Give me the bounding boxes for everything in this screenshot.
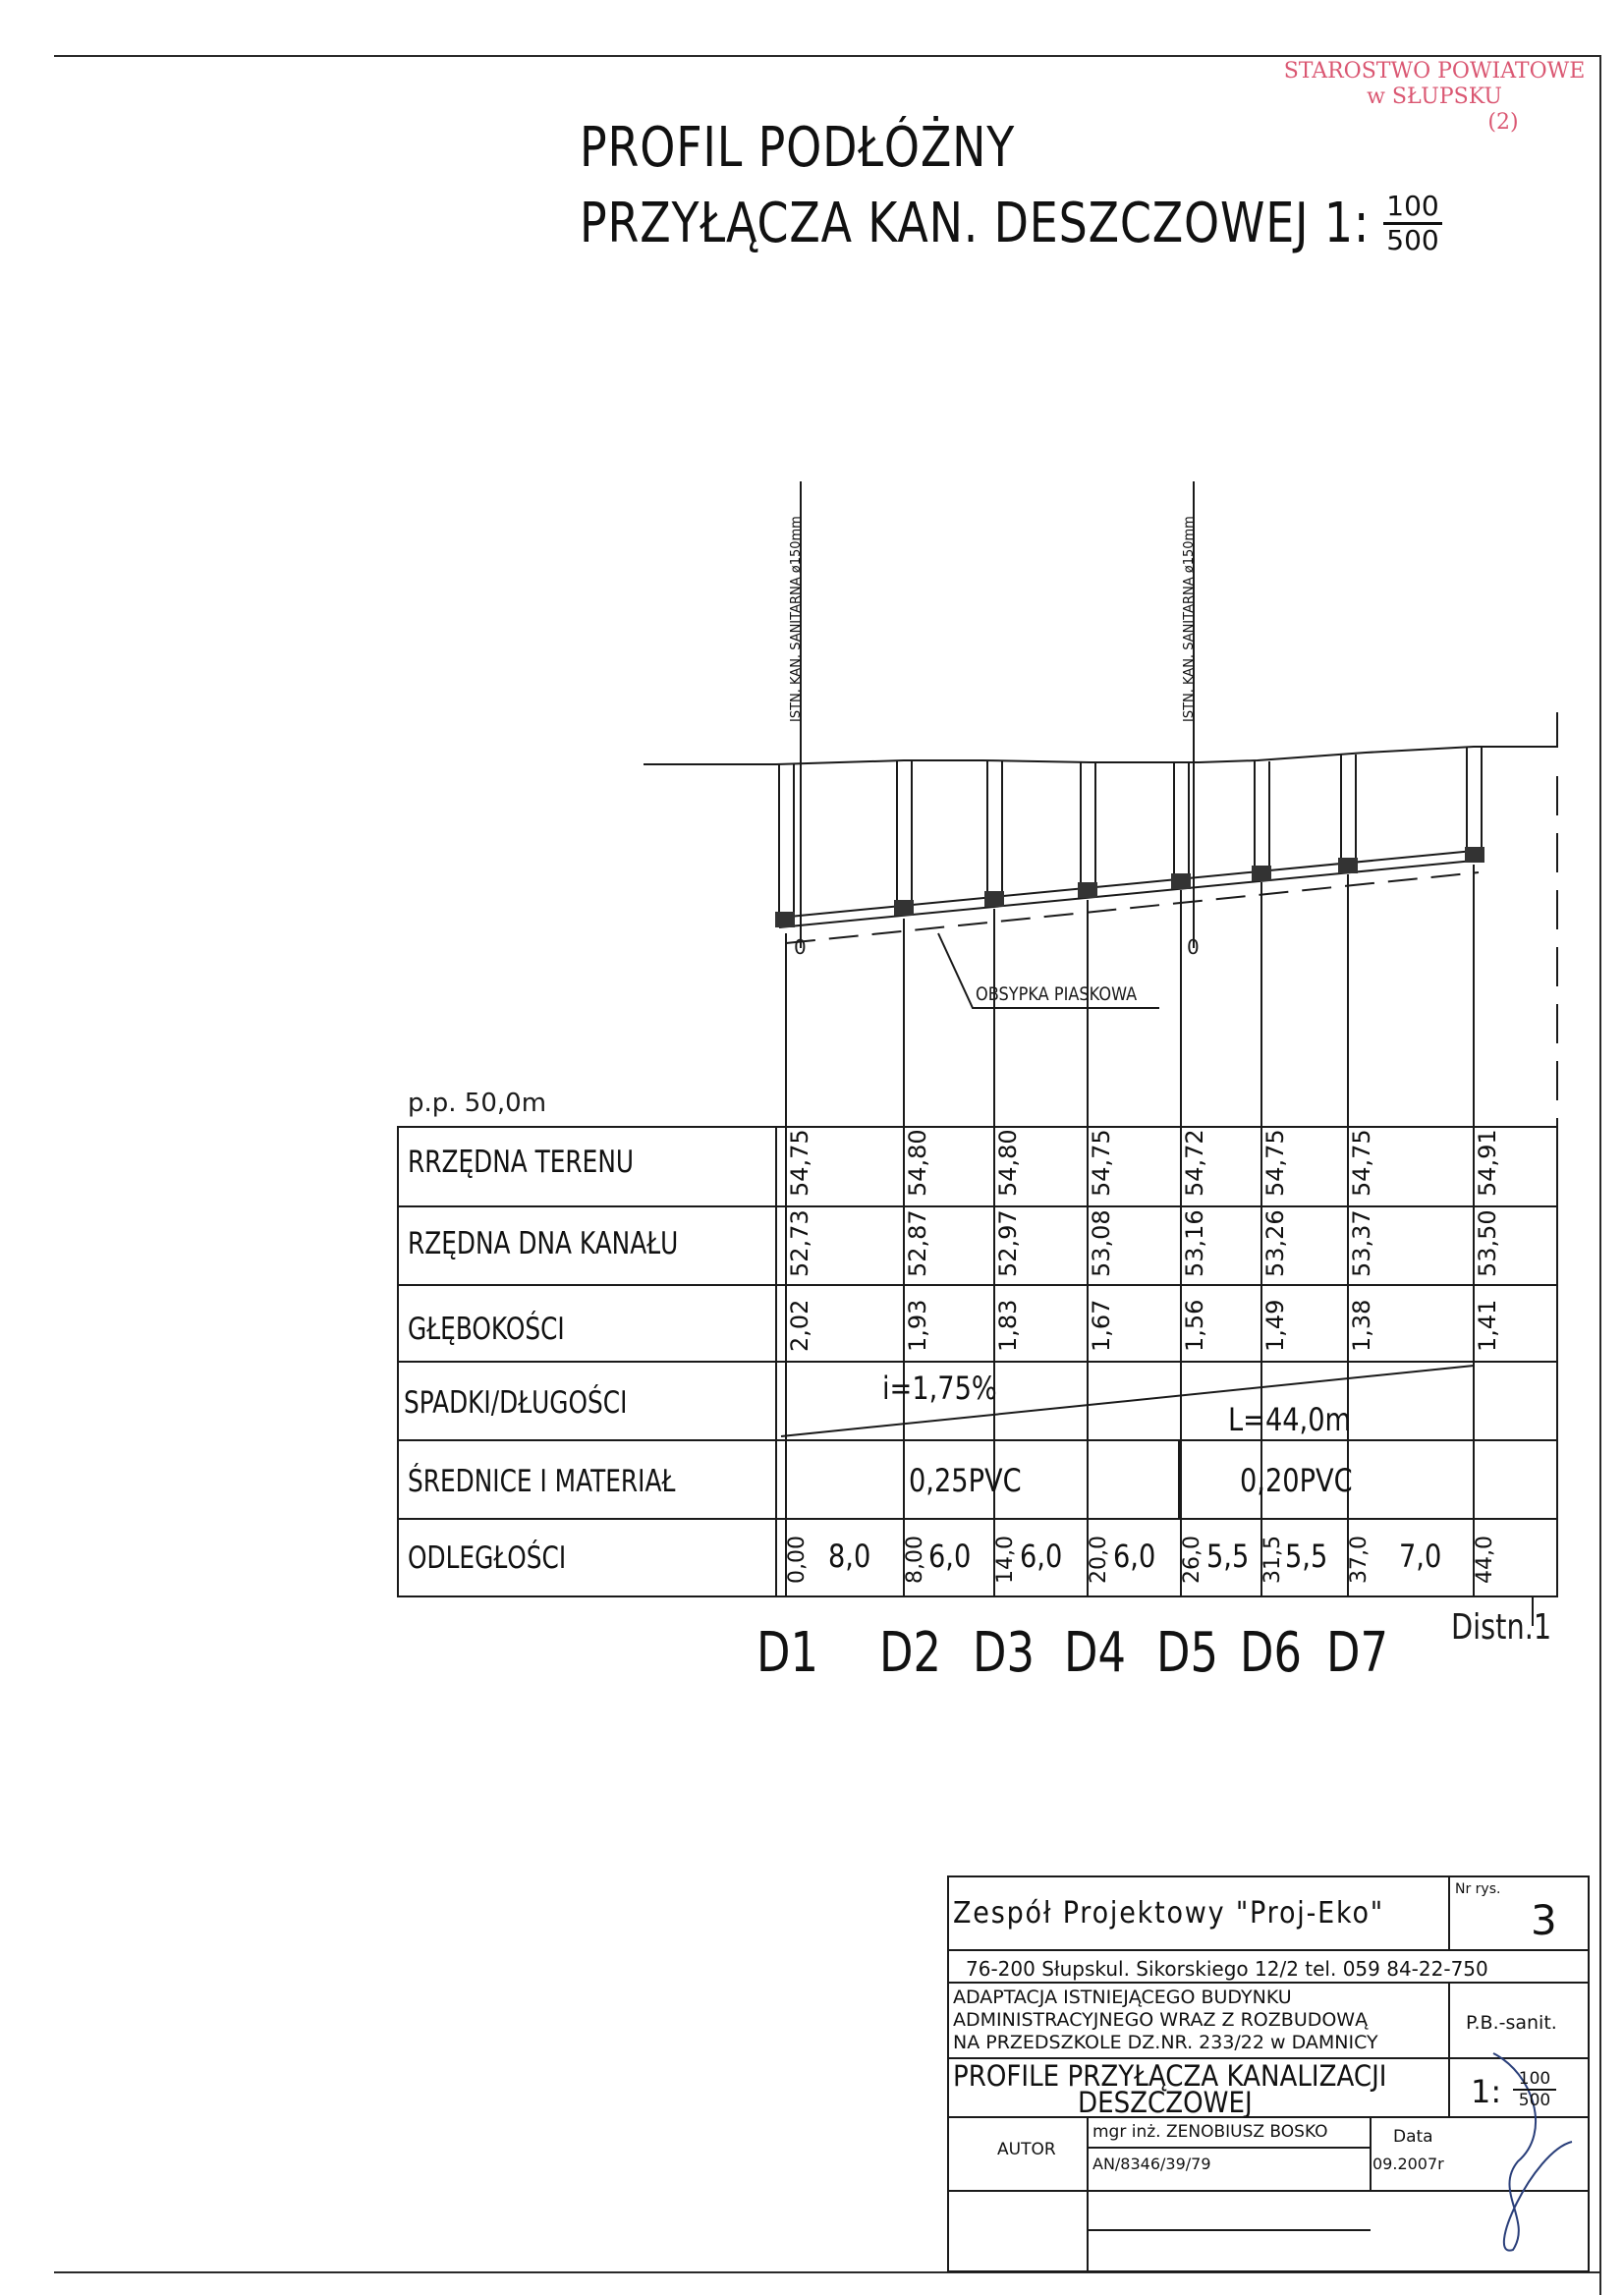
terrain-value: 54,75 <box>1348 1129 1375 1197</box>
node-label-d4: D4 <box>1064 1621 1126 1685</box>
row-label-slope: SPADKI/DŁUGOŚCI <box>404 1385 628 1421</box>
author-name: mgr inż. ZENOBIUSZ BOSKO <box>1092 2122 1328 2142</box>
depth-value: 1,56 <box>1181 1299 1208 1352</box>
node-label-d6: D6 <box>1240 1621 1302 1685</box>
segment-length: 6,0 <box>928 1538 972 1575</box>
project-line-3: NA PRZEDSZKOLE DZ.NR. 233/22 w DAMNICY <box>953 2032 1378 2053</box>
terrain-value: 54,75 <box>1261 1129 1289 1197</box>
chainage-value: 20,0 <box>1087 1536 1111 1584</box>
node-label-d3: D3 <box>973 1621 1035 1685</box>
material-value: 0,20PVC <box>1240 1462 1353 1499</box>
drawing-title-line-1: PROFILE PRZYŁĄCZA KANALIZACJI <box>953 2059 1387 2093</box>
terrain-value: 54,80 <box>904 1129 931 1197</box>
chainage-value: 31,5 <box>1260 1536 1285 1584</box>
chainage-value: 37,0 <box>1347 1536 1372 1584</box>
row-label-distance: ODLEGŁOŚCI <box>408 1540 567 1576</box>
invert-value: 53,50 <box>1474 1209 1501 1277</box>
node-label-d7: D7 <box>1326 1621 1388 1685</box>
author-label: AUTOR <box>997 2140 1056 2159</box>
sand-bedding-label: OBSYPKA PIASKOWA <box>976 983 1138 1005</box>
depth-value: 1,93 <box>904 1299 931 1352</box>
crossing-marker-1: 0 <box>794 935 807 959</box>
depth-value: 2,02 <box>786 1299 813 1352</box>
terrain-value: 54,75 <box>786 1129 813 1197</box>
depth-value: 1,38 <box>1348 1299 1375 1352</box>
stamp-line-2: w SŁUPSKU <box>1367 84 1502 109</box>
chainage-value: 8,00 <box>903 1536 927 1584</box>
invert-value: 52,87 <box>904 1209 931 1277</box>
invert-value: 52,73 <box>786 1209 813 1277</box>
drawing-scale-fraction <box>1513 2069 1556 2110</box>
node-label-d1: D1 <box>756 1621 818 1685</box>
drawing-number-label: Nr rys. <box>1455 1881 1501 1897</box>
node-label-d2: D2 <box>879 1621 941 1685</box>
crossing-label-2: ISTN. KAN. SANITARNA ø150mm <box>1182 516 1197 722</box>
depth-value: 1,41 <box>1474 1299 1501 1352</box>
design-phase: P.B.-sanit. <box>1466 2012 1557 2034</box>
crossing-marker-2: 0 <box>1187 935 1200 959</box>
drawing-number: 3 <box>1531 1896 1557 1944</box>
depth-value: 1,83 <box>994 1299 1022 1352</box>
terrain-value: 54,75 <box>1088 1129 1115 1197</box>
terrain-value: 54,72 <box>1181 1129 1208 1197</box>
chainage-value: 0,00 <box>785 1536 810 1584</box>
row-label-invert: RZĘDNA DNA KANAŁU <box>408 1226 679 1261</box>
crossing-label-1: ISTN. KAN. SANITARNA ø150mm <box>789 516 804 722</box>
chainage-value: 44,0 <box>1473 1536 1497 1584</box>
invert-value: 53,37 <box>1348 1209 1375 1277</box>
segment-length: 5,5 <box>1285 1538 1328 1575</box>
length-value: L=44,0m <box>1228 1401 1352 1438</box>
drawing-title-line-2: DESZCZOWEJ <box>1078 2086 1253 2119</box>
material-value: 0,25PVC <box>909 1462 1022 1499</box>
company-name: Zespół Projektowy "Proj-Eko" <box>953 1896 1384 1931</box>
row-label-material: ŚREDNICE I MATERIAŁ <box>408 1464 676 1499</box>
segment-length: 5,5 <box>1206 1538 1250 1575</box>
row-label-terrain: RRZĘDNA TERENU <box>408 1145 635 1180</box>
chainage-value: 26,0 <box>1180 1536 1204 1584</box>
author-license: AN/8346/39/79 <box>1092 2155 1211 2173</box>
title-scale-bottom: 500 <box>1386 224 1439 256</box>
chainage-value: 14,0 <box>993 1536 1018 1584</box>
terrain-value: 54,91 <box>1474 1129 1501 1197</box>
invert-value: 53,26 <box>1261 1209 1289 1277</box>
title-line-1: PROFIL PODŁÓŻNY <box>580 116 1016 180</box>
drawing-scale-top: 100 <box>1513 2069 1556 2091</box>
depth-value: 1,67 <box>1088 1299 1115 1352</box>
stamp-line-3: (2) <box>1487 110 1519 135</box>
datum-label: p.p. 50,0m <box>408 1089 547 1118</box>
company-address: 76-200 Słupskul. Sikorskiego 12/2 tel. 059 84-22-750 <box>966 1957 1488 1981</box>
project-line-1: ADAPTACJA ISTNIEJĄCEGO BUDYNKU <box>953 1987 1292 2008</box>
title-line-2: PRZYŁĄCZA KAN. DESZCZOWEJ 1: <box>580 192 1371 255</box>
distn-label: Distn.1 <box>1451 1607 1552 1648</box>
project-line-2: ADMINISTRACYJNEGO WRAZ Z ROZBUDOWĄ <box>953 2009 1369 2031</box>
slope-value: i=1,75% <box>882 1370 997 1407</box>
invert-value: 52,97 <box>994 1209 1022 1277</box>
segment-length: 8,0 <box>828 1538 871 1575</box>
depth-value: 1,49 <box>1261 1299 1289 1352</box>
segment-length: 6,0 <box>1113 1538 1156 1575</box>
invert-value: 53,16 <box>1181 1209 1208 1277</box>
drawing-scale-prefix: 1: <box>1471 2073 1502 2110</box>
row-label-depth: GŁĘBOKOŚCI <box>408 1312 565 1347</box>
date-label: Data <box>1393 2127 1433 2147</box>
title-scale-top: 100 <box>1383 191 1442 225</box>
segment-length: 7,0 <box>1399 1538 1442 1575</box>
terrain-value: 54,80 <box>994 1129 1022 1197</box>
node-label-d5: D5 <box>1156 1621 1218 1685</box>
stamp-line-1: STAROSTWO POWIATOWE <box>1283 59 1586 84</box>
segment-length: 6,0 <box>1020 1538 1063 1575</box>
invert-value: 53,08 <box>1088 1209 1115 1277</box>
drawing-scale-bottom: 500 <box>1518 2091 1551 2110</box>
date-value: 09.2007r <box>1372 2155 1444 2173</box>
